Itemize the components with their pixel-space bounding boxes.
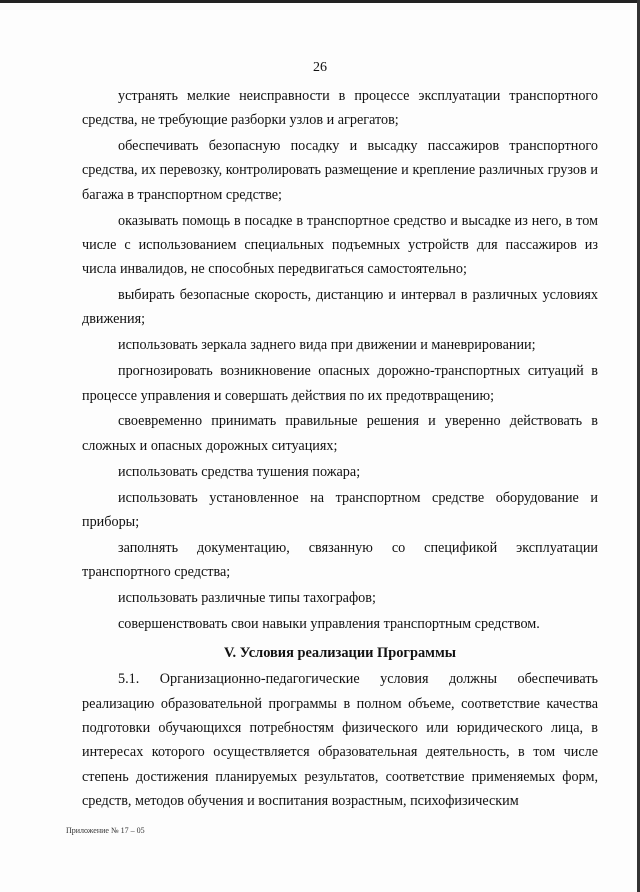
paragraph: использовать различные типы тахографов;	[118, 589, 376, 606]
paragraph: использовать средства тушения пожара;	[118, 463, 361, 480]
body-text	[82, 84, 598, 813]
paragraph: использовать зеркала заднего вида при движении и маневрировании;	[118, 337, 536, 354]
section-heading: V. Условия реализации Программы	[224, 645, 456, 662]
paragraph: обеспечивать безопасную посадку и высадку пассажиров транспортного средства, их перевозку, контролировать размещение и крепление различных грузов и багажа в транспортном средстве;	[82, 138, 598, 203]
paragraph: выбирать безопасные скорость, дистанцию и интервал в различных условиях движения;	[82, 287, 598, 328]
paragraph: оказывать помощь в посадке в транспортное средство и высадке из него, в том числе с использованием специальных подъемных устройств для пассажиров из числа инвалидов, не способных передвигаться самостоятельно;	[82, 212, 598, 278]
paragraph: прогнозировать возникновение опасных дорожно-транспортных ситуаций в процессе управления и совершать действия по их предотвращению;	[82, 363, 598, 404]
paragraph-section-5-1: 5.1. Организационно-педагогические условия должны обеспечивать реализацию образовательной программы в полном объеме, соответствие качества подготовки обучающихся потребностям физического или юридического лица, в интересах которого осуществляется образовательная деятельность, в том числе степень достижения планируемых результатов, соответствие применяемых форм, средств, методов обучения и воспитания возрастным, психофизическим	[82, 671, 598, 809]
scan-edge-top	[0, 0, 640, 3]
paragraph: своевременно принимать правильные решения и уверенно действовать в сложных и опасных дорожных ситуациях;	[82, 413, 598, 454]
footer-note: Приложение № 17 – 05	[66, 826, 145, 835]
paragraph: совершенствовать свои навыки управления транспортным средством.	[118, 615, 540, 632]
page-number: 26	[313, 60, 327, 75]
paragraph: использовать установленное на транспортном средстве оборудование и приборы;	[82, 489, 598, 530]
paragraph: устранять мелкие неисправности в процессе эксплуатации транспортного средства, не требующие разборки узлов и агрегатов;	[82, 88, 598, 129]
paragraph: заполнять документацию, связанную со спецификой эксплуатации транспортного средства;	[82, 539, 598, 580]
